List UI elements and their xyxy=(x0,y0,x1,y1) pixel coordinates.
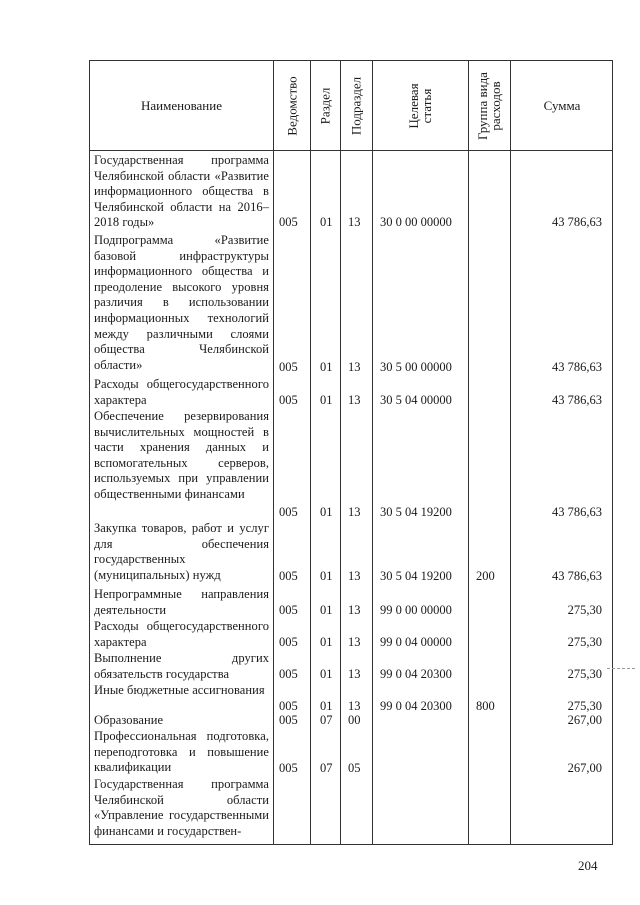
row-name: Государственная программа Челябинской области «Развитие информационного общества в Челябинской области на 2016–2018 годы» xyxy=(94,153,269,230)
row-celevaya: 30 5 04 19200 xyxy=(380,505,452,519)
row-name: Выполнение других обязательств государства xyxy=(94,651,269,681)
row-razdel: 01 xyxy=(320,603,333,617)
row-vedomstvo: 005 xyxy=(279,603,298,617)
row-summa: 43 786,63 xyxy=(552,393,602,407)
row-podrazdel: 13 xyxy=(348,215,361,229)
row-summa: 267,00 xyxy=(567,761,602,775)
row-razdel: 07 xyxy=(320,713,333,727)
row-razdel: 01 xyxy=(320,360,333,374)
table-row xyxy=(90,521,612,585)
row-razdel: 07 xyxy=(320,761,333,775)
table-row xyxy=(90,409,612,519)
header-name xyxy=(90,61,273,150)
row-podrazdel: 00 xyxy=(348,713,361,727)
row-razdel: 01 xyxy=(320,393,333,407)
row-name: Закупка товаров, работ и услуг для обеспечения государственных (муниципальных) нужд xyxy=(94,521,269,582)
row-vedomstvo: 005 xyxy=(279,667,298,681)
row-podrazdel: 05 xyxy=(348,761,361,775)
margin-mark xyxy=(607,668,635,669)
row-podrazdel: 13 xyxy=(348,360,361,374)
table-row xyxy=(90,587,612,619)
row-vedomstvo: 005 xyxy=(279,393,298,407)
row-podrazdel: 13 xyxy=(348,603,361,617)
row-name: Профессиональная подготовка, переподготовка и повышение квалификации xyxy=(94,729,269,775)
row-summa: 43 786,63 xyxy=(552,505,602,519)
row-vedomstvo: 005 xyxy=(279,635,298,649)
row-name: Непрограммные направления деятельности xyxy=(94,587,269,617)
row-celevaya: 30 5 04 19200 xyxy=(380,569,452,583)
row-celevaya: 99 0 04 00000 xyxy=(380,635,452,649)
table-row xyxy=(90,777,612,845)
row-razdel: 01 xyxy=(320,635,333,649)
header-gruppa xyxy=(468,61,510,150)
row-vedomstvo: 005 xyxy=(279,699,298,713)
row-name: Иные бюджетные ассигнования xyxy=(94,683,265,697)
table-row xyxy=(90,233,612,375)
header-vedomstvo-label: Ведомство xyxy=(284,75,299,136)
row-razdel: 01 xyxy=(320,215,333,229)
row-gruppa: 800 xyxy=(476,699,495,713)
row-podrazdel: 13 xyxy=(348,635,361,649)
row-celevaya: 30 0 00 00000 xyxy=(380,215,452,229)
header-gruppa-label: Группа вида расходов xyxy=(475,71,503,140)
header-name-label: Наименование xyxy=(141,97,222,113)
row-vedomstvo: 005 xyxy=(279,569,298,583)
row-podrazdel: 13 xyxy=(348,505,361,519)
table-row xyxy=(90,683,612,715)
row-vedomstvo: 005 xyxy=(279,713,298,727)
row-celevaya: 99 0 04 20300 xyxy=(380,699,452,713)
row-name: Обеспечение резервирования вычислительных мощностей в части хранения данных и вспомогательных серверов, используемых при управлении общественными финансами xyxy=(94,409,269,501)
row-gruppa: 200 xyxy=(476,569,495,583)
row-vedomstvo: 005 xyxy=(279,761,298,775)
row-razdel: 01 xyxy=(320,667,333,681)
header-razdel-label: Раздел xyxy=(317,87,333,124)
row-name: Образование xyxy=(94,713,164,727)
header-podrazdel xyxy=(340,61,372,150)
row-razdel: 01 xyxy=(320,569,333,583)
row-summa: 43 786,63 xyxy=(552,569,602,583)
header-summa-label: Сумма xyxy=(543,97,581,113)
header-summa xyxy=(510,61,614,150)
header-celevaya xyxy=(372,61,468,150)
row-podrazdel: 13 xyxy=(348,667,361,681)
row-celevaya: 30 5 00 00000 xyxy=(380,360,452,374)
header-podrazdel-label: Подраздел xyxy=(348,76,364,135)
row-podrazdel: 13 xyxy=(348,569,361,583)
row-summa: 275,30 xyxy=(567,635,602,649)
budget-table xyxy=(89,60,613,845)
table-row xyxy=(90,729,612,777)
row-name: Государственная программа Челябинской области «Управление государственными финансами и государствен- xyxy=(94,777,269,838)
table-row xyxy=(90,377,612,409)
row-vedomstvo: 005 xyxy=(279,505,298,519)
table-row xyxy=(90,713,612,729)
row-vedomstvo: 005 xyxy=(279,215,298,229)
header-divider xyxy=(90,150,612,151)
row-name: Расходы общегосударственного характера xyxy=(94,619,269,649)
row-celevaya: 30 5 04 00000 xyxy=(380,393,452,407)
row-razdel: 01 xyxy=(320,505,333,519)
header-vedomstvo xyxy=(273,61,310,150)
row-summa: 267,00 xyxy=(567,713,602,727)
row-name: Подпрограмма «Развитие базовой инфраструктуры информационного общества и преодоление высокого уровня различия в использовании информационных технологий между различными слоями общества Челябинской области» xyxy=(94,233,269,372)
table-row xyxy=(90,619,612,651)
row-summa: 275,30 xyxy=(567,667,602,681)
page-number: 204 xyxy=(578,858,598,873)
row-podrazdel: 13 xyxy=(348,699,361,713)
header-razdel xyxy=(310,61,340,150)
row-podrazdel: 13 xyxy=(348,393,361,407)
row-summa: 43 786,63 xyxy=(552,215,602,229)
row-celevaya: 99 0 04 20300 xyxy=(380,667,452,681)
header-celevaya-label: Целевая статья xyxy=(406,82,434,129)
row-razdel: 01 xyxy=(320,699,333,713)
row-vedomstvo: 005 xyxy=(279,360,298,374)
row-name: Расходы общегосударственного характера xyxy=(94,377,269,407)
table-row xyxy=(90,651,612,683)
row-summa: 43 786,63 xyxy=(552,360,602,374)
row-celevaya: 99 0 00 00000 xyxy=(380,603,452,617)
row-summa: 275,30 xyxy=(567,699,602,713)
table-row xyxy=(90,153,612,231)
row-summa: 275,30 xyxy=(567,603,602,617)
